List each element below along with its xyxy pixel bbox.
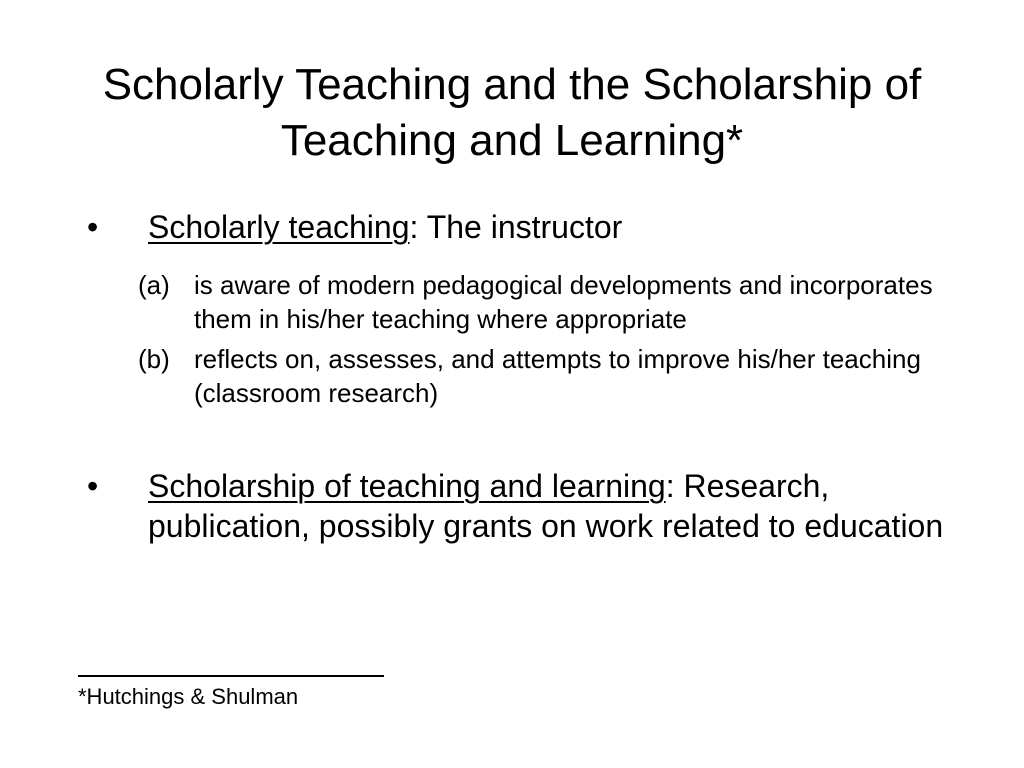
sub-item-text: is aware of modern pedagogical developments and incorporates them in his/her teaching where appropriate xyxy=(194,270,933,334)
bullet-marker: • xyxy=(87,209,99,245)
footnote-divider xyxy=(78,675,384,677)
sub-item-marker: (a) xyxy=(138,270,170,300)
footnote: *Hutchings & Shulman xyxy=(78,684,299,709)
bullet-text xyxy=(148,466,967,546)
bullet-scholarship-of-teaching xyxy=(87,466,967,546)
bullet-description: : Research, publication, possibly grants on work related to education xyxy=(148,468,944,544)
sub-list xyxy=(138,268,938,416)
sub-item-b xyxy=(138,342,938,410)
bullet-marker: • xyxy=(87,468,99,504)
bullet-scholarly-teaching xyxy=(87,207,947,247)
bullet-description: : The instructor xyxy=(409,209,623,245)
bullet-text xyxy=(148,207,947,247)
sub-item-marker: (b) xyxy=(138,344,170,374)
slide-title: Scholarly Teaching and the Scholarship of Teaching and Learning* xyxy=(102,60,922,165)
bullet-term: Scholarly teaching xyxy=(148,209,410,245)
sub-item-a xyxy=(138,268,938,336)
sub-item-text: reflects on, assesses, and attempts to improve his/her teaching (classroom research) xyxy=(194,344,921,408)
bullet-term: Scholarship of teaching and learning xyxy=(148,468,666,504)
